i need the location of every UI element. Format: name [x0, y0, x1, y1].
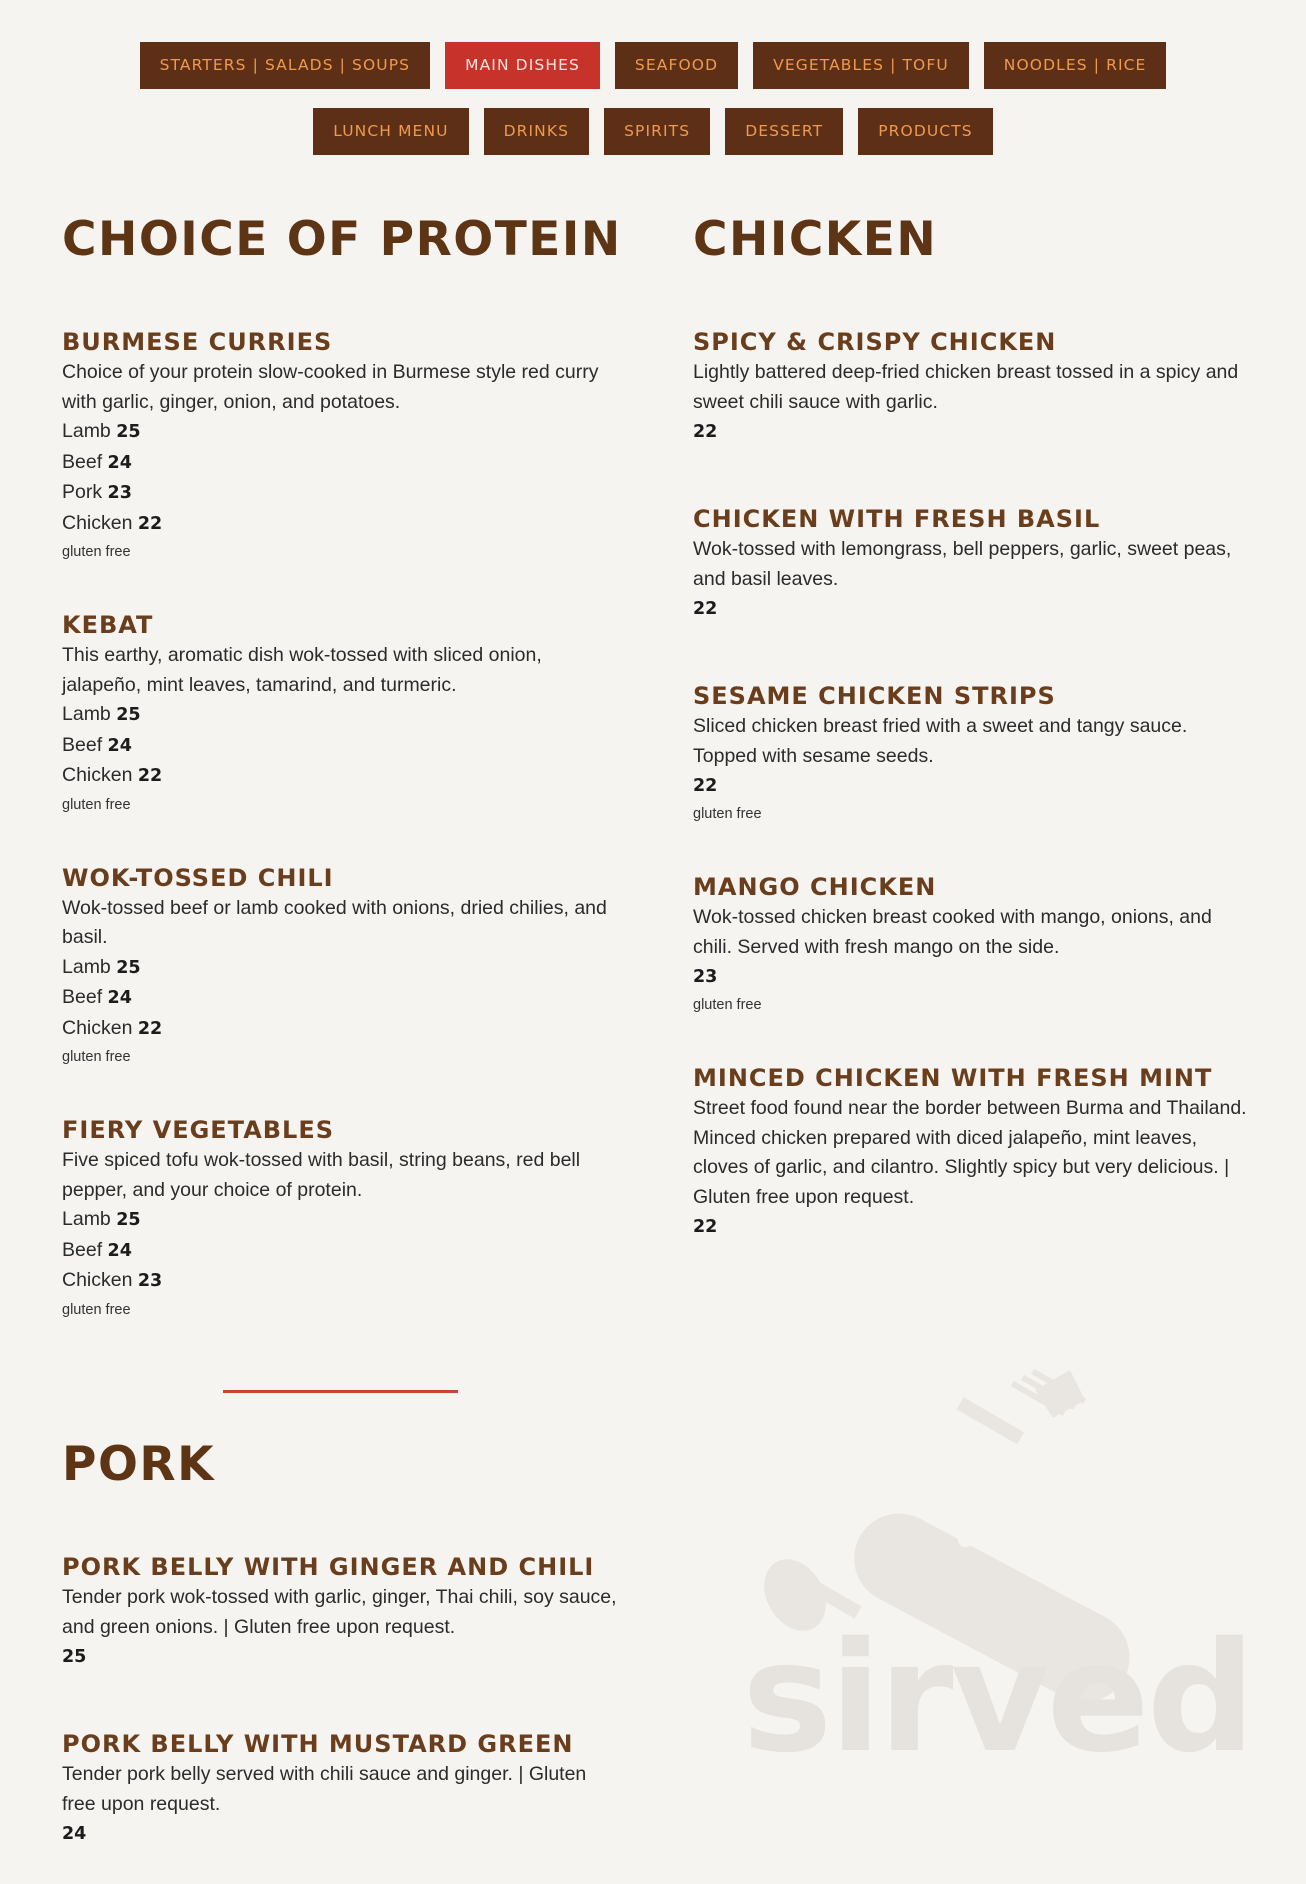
item-name: PORK BELLY WITH GINGER AND CHILI [62, 1553, 595, 1581]
item-description: Tender pork wok-tossed with garlic, ginger, Thai chili, soy sauce, and green onions. | Gluten free upon request. [62, 1586, 617, 1638]
option-price: 25 [116, 422, 141, 442]
item-price: 24 [62, 1824, 87, 1844]
option-price: 22 [137, 1018, 163, 1039]
protein-section [62, 210, 622, 1323]
menu-item [693, 871, 1253, 1018]
item-name: WOK-TOSSED CHILI [62, 863, 334, 892]
pork-section [62, 1435, 622, 1849]
option-label: Lamb [62, 420, 111, 442]
nav-products[interactable]: PRODUCTS [858, 108, 993, 155]
nav-seafood[interactable]: SEAFOOD [615, 42, 738, 89]
nav-dessert[interactable]: DESSERT [725, 108, 843, 155]
protein-option [62, 448, 622, 479]
item-price: 22 [693, 1217, 718, 1237]
option-label: Beef [62, 450, 103, 473]
menu-item [62, 1728, 622, 1849]
menu-item [62, 1114, 622, 1323]
protein-option [62, 509, 622, 540]
protein-option [62, 953, 622, 984]
option-price: 22 [137, 513, 163, 534]
option-price: 25 [116, 1210, 141, 1230]
option-price: 24 [107, 1240, 132, 1261]
option-price: 23 [137, 1271, 163, 1291]
item-description: Wok-tossed beef or lamb cooked with onions, dried chilies, and basil. [62, 896, 607, 948]
dietary-note: gluten free [62, 1049, 131, 1065]
item-description: Five spiced tofu wok-tossed with basil, string beans, red bell pepper, and your choice of protein. [62, 1149, 581, 1201]
option-label: Pork [62, 481, 103, 503]
option-label: Chicken [62, 1016, 133, 1039]
option-price: 24 [107, 988, 132, 1008]
option-label: Beef [62, 986, 103, 1008]
nav-spirits[interactable]: SPIRITS [604, 108, 710, 155]
item-description: Sliced chicken breast fried with a sweet and tangy sauce. Topped with sesame seeds. [693, 715, 1188, 767]
item-description: Street food found near the border between Burma and Thailand. Minced chicken prepared with diced jalapeño, mint leaves, cloves of garlic, and cilantro. Slightly spicy but very delicious. | Gluten free upon request. [693, 1097, 1247, 1208]
item-price: 23 [693, 967, 718, 987]
chicken-section [693, 210, 1253, 1242]
option-price: 23 [107, 483, 132, 503]
protein-option [62, 983, 622, 1014]
option-price: 25 [116, 705, 141, 725]
option-label: Chicken [62, 764, 133, 786]
menu-item [693, 503, 1253, 624]
item-price: 22 [693, 776, 718, 796]
menu-item [693, 680, 1253, 827]
protein-option [62, 1266, 622, 1297]
nav-vegetables-tofu[interactable]: VEGETABLES | TOFU [753, 42, 969, 89]
protein-option [62, 417, 622, 448]
option-label: Lamb [62, 955, 111, 978]
section-title: PORK [62, 1437, 216, 1492]
section-title: CHICKEN [693, 212, 938, 267]
item-name: PORK BELLY WITH MUSTARD GREEN [62, 1730, 574, 1758]
option-price: 25 [116, 957, 141, 978]
item-description: Wok-tossed with lemongrass, bell peppers, garlic, sweet peas, and basil leaves. [693, 538, 1232, 590]
nav-drinks[interactable]: DRINKS [484, 108, 589, 155]
category-nav-row-1 [0, 42, 1306, 89]
option-label: Beef [62, 733, 103, 756]
option-label: Chicken [62, 1269, 133, 1291]
section-title: CHOICE OF PROTEIN [62, 212, 622, 267]
section-divider [223, 1390, 458, 1393]
dietary-note: gluten free [62, 544, 131, 560]
nav-starters-salads-soups[interactable]: STARTERS | SALADS | SOUPS [140, 42, 431, 89]
protein-option [62, 1205, 622, 1236]
protein-option [62, 1236, 622, 1267]
protein-option [62, 478, 622, 509]
menu-item [693, 1062, 1253, 1242]
item-description: This earthy, aromatic dish wok-tossed with sliced onion, jalapeño, mint leaves, tamarind, and turmeric. [62, 644, 542, 696]
dietary-note: gluten free [62, 1301, 131, 1318]
menu-item [62, 1551, 622, 1672]
dietary-note: gluten free [62, 796, 131, 813]
item-description: Tender pork belly served with chili sauce and ginger. | Gluten free upon request. [62, 1763, 587, 1815]
protein-option [62, 700, 622, 731]
protein-option [62, 1014, 622, 1045]
item-name: CHICKEN WITH FRESH BASIL [693, 505, 1101, 533]
option-label: Beef [62, 1238, 103, 1261]
menu-item [62, 326, 622, 565]
item-name: KEBAT [62, 611, 154, 639]
item-description: Choice of your protein slow-cooked in Burmese style red curry with garlic, ginger, onion, and potatoes. [62, 361, 599, 413]
item-name: BURMESE CURRIES [62, 328, 333, 356]
watermark-logo-text: sirved [742, 1609, 1253, 1786]
item-name: SESAME CHICKEN STRIPS [693, 682, 1056, 710]
dietary-note: gluten free [693, 806, 762, 822]
protein-option [62, 731, 622, 762]
menu-item [693, 326, 1253, 447]
nav-main-dishes[interactable]: MAIN DISHES [445, 42, 600, 89]
option-label: Lamb [62, 1208, 111, 1230]
nav-noodles-rice[interactable]: NOODLES | RICE [984, 42, 1167, 89]
item-price: 25 [62, 1647, 87, 1667]
option-price: 22 [137, 766, 163, 786]
option-label: Lamb [62, 703, 111, 725]
option-price: 24 [107, 452, 132, 473]
protein-option [62, 761, 622, 792]
category-nav-row-2 [0, 108, 1306, 155]
item-description: Lightly battered deep-fried chicken breast tossed in a spicy and sweet chili sauce with garlic. [693, 361, 1239, 413]
item-name: SPICY & CRISPY CHICKEN [693, 328, 1057, 356]
dietary-note: gluten free [693, 997, 762, 1013]
item-description: Wok-tossed chicken breast cooked with mango, onions, and chili. Served with fresh mango on the side. [693, 906, 1212, 958]
option-price: 24 [107, 735, 132, 756]
item-name: FIERY VEGETABLES [62, 1116, 335, 1144]
nav-lunch-menu[interactable]: LUNCH MENU [313, 108, 468, 155]
menu-item [62, 609, 622, 818]
item-price: 22 [693, 599, 718, 619]
menu-item [62, 862, 622, 1071]
item-name: MINCED CHICKEN WITH FRESH MINT [693, 1064, 1213, 1092]
item-name: MANGO CHICKEN [693, 873, 937, 901]
item-price: 22 [693, 422, 718, 442]
option-label: Chicken [62, 511, 133, 534]
